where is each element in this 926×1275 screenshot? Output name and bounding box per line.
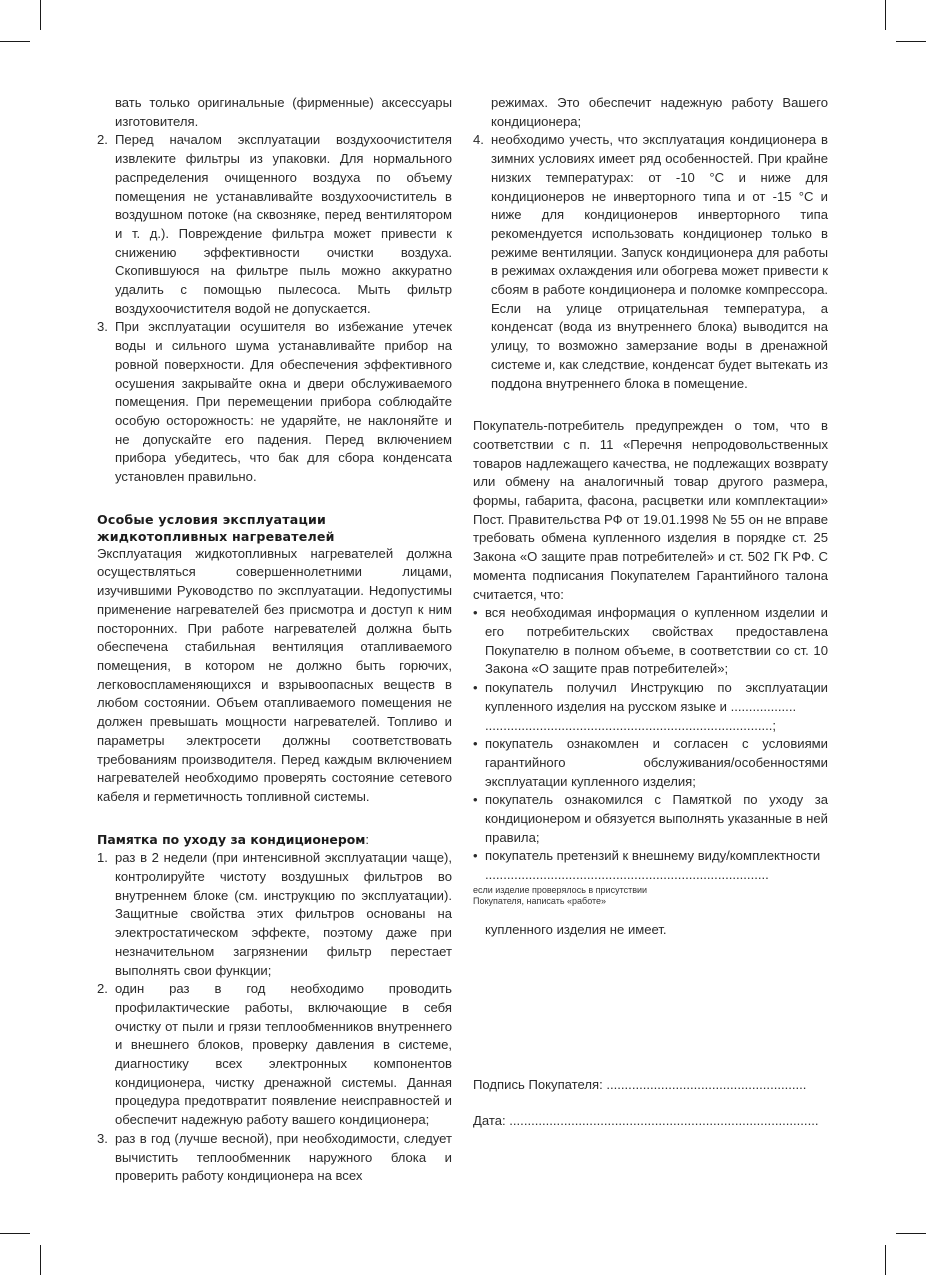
crop-mark bbox=[885, 0, 886, 30]
bullet-text: покупатель ознакомлен и согласен с условиями гарантийного обслуживания/особенностями эксплуатации купленного изделия; bbox=[485, 736, 828, 789]
list-item bbox=[97, 318, 452, 486]
item-text: раз в год (лучше весной), при необходимости, следует вычистить теплообменник наружного блока и проверить работу кондиционера на всех bbox=[115, 1130, 452, 1184]
item-number: 1. bbox=[97, 850, 108, 866]
heading-text: Памятка по уходу за кондиционером bbox=[97, 831, 366, 847]
bullet: • bbox=[473, 736, 478, 752]
crop-mark bbox=[896, 1233, 926, 1234]
item-number: 2. bbox=[97, 981, 108, 997]
continued-text: режимах. Это обеспечит надежную работу Вашего кондиционера; bbox=[491, 95, 828, 129]
footnote-line-2: Покупателя, написать «работе» bbox=[473, 895, 607, 906]
bullet-text: покупатель ознакомился с Памяткой по уходу за кондиционером и обязуется выполнять указанные в ней правила; bbox=[485, 792, 828, 845]
bullet-item bbox=[473, 679, 828, 716]
bullet-item bbox=[473, 735, 828, 791]
crop-mark bbox=[885, 1245, 886, 1275]
bullet-item bbox=[473, 604, 828, 679]
list-item bbox=[473, 131, 828, 393]
item-text: раз в 2 недели (при интенсивной эксплуатации чаще), контролируйте чистоту воздушных фильтров во внутреннем блоке (см. инструкцию по эксплуатации). Защитные свойства этих фильтров основаны на электростатическом эффекте, поэтому даже при незначительном загрязнении фильтр перестает выполнять свои функции; bbox=[115, 850, 452, 978]
bullet: • bbox=[473, 605, 478, 621]
bullet: • bbox=[473, 680, 478, 696]
section-heading-heaters: Особые условия эксплуатации жидкотопливных нагревателей bbox=[97, 511, 335, 544]
bullet: • bbox=[473, 848, 478, 864]
bullet-item bbox=[473, 791, 828, 847]
bullet: • bbox=[473, 792, 478, 808]
item-text: необходимо учесть, что эксплуатация кондиционера в зимних условиях имеет ряд особенностей. При крайне низких температурах: от -10 °С и ниже для кондиционеров не инверторного типа и от -15 °С и ниже для кондиционеров инверторного типа рекомендуется использовать кондиционер только в режиме вентиляции. Запуск кондиционера для работы в режимах охлаждения или обогрева может привести к сбоям в работе кондиционера и поломке компрессора. Если на улице отрицательная температура, а конденсат (вода из внутреннего блока) выводится на улицу, то возможно замерзание воды в дренажной системе и, как следствие, конденсат будет вытекать из поддона внутреннего блока в помещение. bbox=[491, 132, 828, 391]
list-item bbox=[97, 980, 452, 1130]
crop-mark bbox=[40, 1245, 41, 1275]
item-number: 2. bbox=[97, 132, 108, 148]
bullet-continuation: ...............................................................................; bbox=[485, 717, 777, 733]
item-text: один раз в год необходимо проводить профилактические работы, включающие в себя очистку от пыли и грязи теплообменников внутреннего и внешнего блоков, проверку давления в системе, диагностику всех электронных компонентов кондиционера, чистку дренажной системы. Данная процедура предотвратит появление неисправностей и обеспечит надежную работу вашего кондиционера; bbox=[115, 981, 452, 1128]
list-item bbox=[97, 1130, 452, 1186]
item-number: 3. bbox=[97, 319, 108, 335]
item-text: При эксплуатации осушителя во избежание утечек воды и сильного шума устанавливайте прибор на ровной поверхности. Для обеспечения эффективного осушения закрывайте окна и двери обслуживаемого помещения. При перемещении прибора соблюдайте особую осторожность: не ударяйте, не наклоняйте и не допускайте его падения. Перед включением прибора убедитесь, что бак для сбора конденсата установлен правильно. bbox=[115, 319, 452, 485]
closing-text: купленного изделия не имеет. bbox=[485, 921, 667, 937]
left-column bbox=[97, 94, 452, 1186]
crop-mark bbox=[896, 41, 926, 42]
heaters-paragraph: Эксплуатация жидкотопливных нагревателей должна осуществляться совершеннолетними лицами, изучившими Руководство по эксплуатации. Недопустимы применение нагревателей без присмотра и доступ к ним посторонних. При работе нагревателей должна быть обеспечена стабильная вентиляция отапливаемого помещения, в котором не должно быть горючих, легковоспламеняющихся и взрывоопасных веществ в любом состоянии. Объем отапливаемого помещения не должен превышать мощности нагревателей. Топливо и параметры электросети должны соответствовать требованиям производителя. Перед каждым включением нагревателей необходимо проверять состояние сетевого кабеля и герметичность топливной системы. bbox=[97, 545, 452, 804]
item-text: Перед началом эксплуатации воздухоочистителя извлеките фильтры из упаковки. Для нормального распределения очищенного воздуха по объему помещения не устанавливайте воздухоочиститель в воздушном потоке (на сквозняке, перед вентилятором и т. д.). Повреждение фильтра может привести к снижению эффективности очистки воздуха. Скопившуюся на фильтре пыль можно аккуратно удалить с помощью пылесоса. Мыть фильтр воздухоочистителя водой не допускается. bbox=[115, 132, 452, 316]
bullet-text: покупатель получил Инструкцию по эксплуатации купленного изделия на русском языке и .................. bbox=[485, 680, 828, 714]
bullet-text: вся необходимая информация о купленном изделии и его потребительских свойствах предоставлена Покупателю в полном объеме, в соответствии со ст. 10 Закона «О защите прав потребителей»; bbox=[485, 605, 828, 677]
crop-mark bbox=[40, 0, 41, 30]
right-column bbox=[473, 94, 828, 940]
bullet-item bbox=[473, 847, 828, 884]
consumer-paragraph: Покупатель-потребитель предупрежден о том, что в соответствии с п. 11 «Перечня непродовольственных товаров надлежащего качества, не подлежащих возврату или обмену на аналогичный товар другого размера, формы, габарита, фасона, расцветки или комплектации» Пост. Правительства РФ от 19.01.1998 № 55 он не вправе требовать обмена купленного изделия в порядке ст. 25 Закона «О защите прав потребителей» и ст. 502 ГК РФ. С момента подписания Покупателем Гарантийного талона считается, что: bbox=[473, 418, 828, 602]
heading-colon: : bbox=[365, 831, 369, 847]
date-line: Дата: ..................................................................................... bbox=[473, 1113, 819, 1128]
signature-line: Подпись Покупателя: ....................................................... bbox=[473, 1077, 807, 1092]
footnote-line-1: если изделие проверялось в присутствии bbox=[473, 884, 648, 895]
crop-mark bbox=[0, 1233, 30, 1234]
list-item bbox=[97, 849, 452, 980]
bullet-text: покупатель претензий к внешнему виду/комплектности .............................................................................. bbox=[485, 848, 821, 883]
crop-mark bbox=[0, 41, 30, 42]
section-heading-ac-care bbox=[97, 831, 452, 850]
item-number: 3. bbox=[97, 1130, 108, 1146]
intro-text: вать только оригинальные (фирменные) аксессуары изготовителя. bbox=[115, 95, 452, 129]
item-number: 4. bbox=[473, 132, 484, 148]
list-item bbox=[97, 131, 452, 318]
